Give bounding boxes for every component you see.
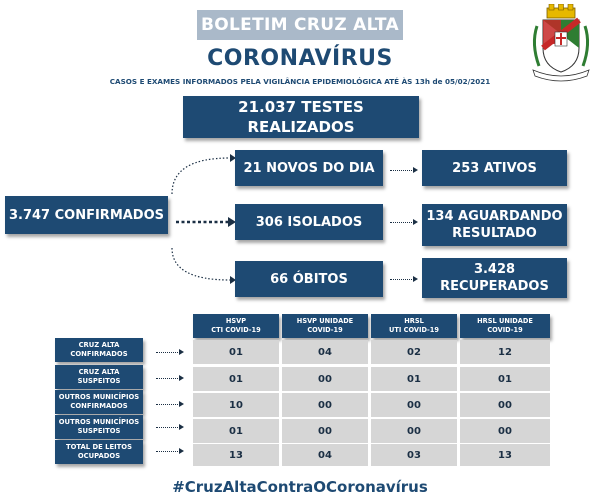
table-cell: 00: [460, 419, 550, 443]
arrow-head-icon: [179, 424, 184, 430]
row-label-line: SUSPEITOS: [77, 377, 121, 385]
bulletin-badge: BOLETIM CRUZ ALTA: [197, 10, 403, 40]
arrow-head-icon: [179, 448, 184, 454]
table-cell: 00: [371, 393, 457, 417]
table-cell: 13: [193, 444, 279, 466]
table-cell: 00: [371, 419, 457, 443]
recovered-count: 3.428: [473, 262, 516, 277]
col-header-line: CTI COVID-19: [211, 326, 261, 334]
arrow-head-icon: [413, 167, 418, 173]
awaiting-count: 134 AGUARDANDO: [426, 209, 563, 224]
table-cell: 01: [193, 419, 279, 443]
arrow-isolated-to-awaiting: [390, 222, 414, 223]
table-cell: 12: [460, 340, 550, 364]
row-label-line: OUTROS MUNICÍPIOS: [58, 418, 140, 426]
row-label-line: OCUPADOS: [77, 452, 121, 460]
col-header-hrsl-unidade: [460, 314, 550, 338]
active-box: [422, 150, 567, 186]
row-label-outros-suspeitos: [55, 415, 143, 439]
table-cell: 01: [460, 367, 550, 391]
row-label-line: SUSPEITOS: [77, 427, 121, 435]
new-cases-box: [235, 150, 383, 186]
table-cell: 04: [282, 444, 368, 466]
row-label-line: CONFIRMADOS: [70, 402, 128, 410]
tests-box: [183, 96, 419, 138]
row-arrow: [156, 404, 180, 405]
table-cell: 00: [282, 367, 368, 391]
table-cell: 04: [282, 340, 368, 364]
col-header-line: UTI COVID-19: [389, 326, 439, 334]
table-cell: 01: [193, 367, 279, 391]
table-cell: 00: [282, 419, 368, 443]
table-cell: 01: [371, 367, 457, 391]
col-header-hsvp-unidade: [282, 314, 368, 338]
table-cell: 00: [460, 393, 550, 417]
report-info: CASOS E EXAMES INFORMADOS PELA VIGILÂNCIA EPIDEMIOLÓGICA ATÉ ÀS 13h de 05/02/2021: [109, 77, 491, 86]
recovered-box: [422, 258, 567, 298]
awaiting-box: [422, 204, 567, 246]
page-title: CORONAVÍRUS: [207, 46, 393, 71]
table-cell: 01: [193, 340, 279, 364]
table-cell: 10: [193, 393, 279, 417]
arrow-deaths-to-recovered: [390, 279, 414, 280]
col-header-hsvp-cti: [193, 314, 279, 338]
active-label: 253 ATIVOS: [452, 160, 537, 176]
confirmed-label: 3.747 CONFIRMADOS: [8, 207, 165, 223]
new-cases-label: 21 NOVOS DO DIA: [243, 160, 375, 176]
arrow-head-icon: [179, 375, 184, 381]
tests-label: REALIZADOS: [247, 118, 355, 136]
col-header-line: HSVP UNIDADE: [296, 317, 354, 325]
campaign-hashtag: #CruzAltaContraOCoronavírus: [172, 478, 428, 496]
table-cell: 13: [460, 444, 550, 466]
recovered-label: RECUPERADOS: [440, 279, 549, 294]
col-header-line: HRSL UNIDADE: [477, 317, 533, 325]
arrow-head-icon: [179, 349, 184, 355]
row-arrow: [156, 451, 180, 452]
row-label-line: TOTAL DE LEITOS: [66, 443, 132, 451]
row-label-line: CRUZ ALTA: [78, 368, 120, 376]
col-header-hrsl-uti: [371, 314, 457, 338]
arrow-head-icon: [179, 401, 184, 407]
isolated-label: 306 ISOLADOS: [255, 214, 363, 230]
table-cell: 02: [371, 340, 457, 364]
coat-of-arms-icon: [529, 4, 593, 82]
row-label-line: CRUZ ALTA: [78, 341, 120, 349]
row-label-outros-confirmados: [55, 390, 143, 414]
isolated-box: [235, 204, 383, 240]
row-arrow: [156, 427, 180, 428]
col-header-line: COVID-19: [487, 326, 523, 334]
deaths-label: 66 ÓBITOS: [270, 271, 348, 287]
table-cell: 00: [282, 393, 368, 417]
row-label-cruz-alta-confirmados: [55, 338, 143, 362]
arrow-new-to-active: [390, 170, 414, 171]
row-label-total-leitos: [55, 440, 143, 464]
table-cell: 03: [371, 444, 457, 466]
row-label-cruz-alta-suspeitos: [55, 365, 143, 389]
row-label-line: OUTROS MUNICÍPIOS: [58, 393, 140, 401]
arrow-head-icon: [413, 219, 418, 225]
col-header-line: HRSL: [404, 317, 424, 325]
col-header-line: HSVP: [225, 317, 247, 325]
awaiting-label: RESULTADO: [452, 226, 537, 241]
row-arrow: [156, 352, 180, 353]
row-arrow: [156, 378, 180, 379]
col-header-line: COVID-19: [307, 326, 343, 334]
tests-count: 21.037 TESTES: [238, 98, 364, 116]
deaths-box: [235, 261, 383, 297]
confirmed-box: [5, 196, 168, 234]
flow-connectors: [160, 150, 240, 290]
arrow-head-icon: [413, 276, 418, 282]
row-label-line: CONFIRMADOS: [70, 350, 128, 358]
